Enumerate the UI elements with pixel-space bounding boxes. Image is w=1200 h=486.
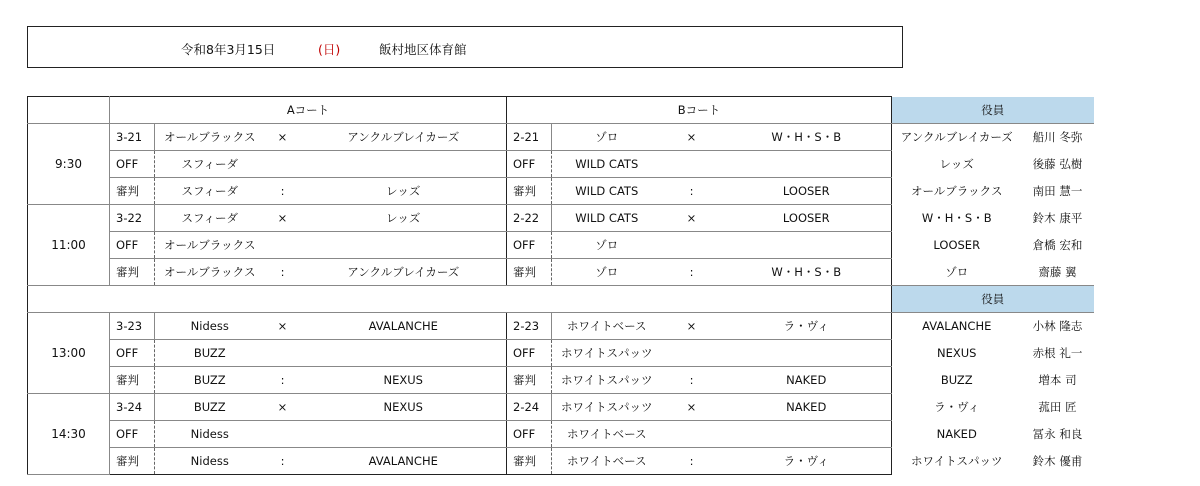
official-team: NEXUS — [937, 346, 977, 360]
court-b-code: 2-21 — [507, 124, 552, 151]
event-header — [27, 26, 903, 68]
court-b-team-left: ゾロ — [552, 232, 662, 259]
official-team: アンクルブレイカーズ — [900, 130, 1013, 145]
official-team: AVALANCHE — [922, 319, 992, 334]
court-b-separator — [662, 232, 722, 259]
event-day: (日) — [318, 42, 341, 57]
court-b-separator — [662, 421, 722, 448]
court-b-team-right — [722, 421, 892, 448]
court-b-team-right — [722, 151, 892, 178]
court-a-code: 審判 — [110, 448, 155, 475]
official-team: オールブラックス — [911, 184, 1003, 198]
schedule-row-ref — [28, 367, 1094, 394]
court-b-team-left: ホワイトベース — [552, 313, 662, 340]
court-a-separator — [265, 340, 301, 367]
time-slot: 11:00 — [28, 205, 110, 286]
official-team: BUZZ — [940, 373, 973, 387]
official-person: 齋藤 翼 — [1038, 264, 1077, 279]
court-a-separator — [265, 232, 301, 259]
court-a-team-left: オールブラックス — [155, 232, 265, 259]
court-a-team-left: BUZZ — [155, 367, 265, 394]
court-b-team-left: ホワイトスパッツ — [552, 367, 662, 394]
court-b-team-right — [722, 232, 892, 259]
event-date: 令和8年3月15日 — [181, 42, 276, 57]
court-a-code: OFF — [110, 151, 155, 178]
schedule-row-off — [28, 340, 1094, 367]
time-slot: 9:30 — [28, 124, 110, 205]
court-b-code: OFF — [507, 340, 552, 367]
court-b-separator: : — [662, 259, 722, 286]
time-slot: 14:30 — [28, 394, 110, 475]
court-a-separator: : — [265, 178, 301, 205]
official-team: ラ・ヴィ — [934, 400, 980, 414]
official-team: ホワイトスパッツ — [910, 454, 1003, 468]
official-person: 小林 隆志 — [1032, 319, 1083, 334]
court-b-team-right: LOOSER — [722, 205, 892, 232]
court-b-separator: : — [662, 178, 722, 205]
schedule-row-game — [28, 205, 1094, 232]
court-b-header: Bコート — [507, 97, 892, 124]
court-b-team-right: W・H・S・B — [722, 259, 892, 286]
official-person: 倉橋 宏和 — [1032, 238, 1083, 252]
court-a-team-right: NEXUS — [301, 394, 507, 421]
court-b-code: OFF — [507, 421, 552, 448]
court-b-team-right: NAKED — [722, 367, 892, 394]
court-a-team-right: レッズ — [301, 178, 507, 205]
schedule-row-game — [28, 394, 1094, 421]
court-b-code: 2-23 — [507, 313, 552, 340]
official-person: 南田 慧一 — [1032, 184, 1083, 198]
court-a-team-left: Nidess — [155, 448, 265, 475]
schedule-row-ref — [28, 178, 1094, 205]
court-b-separator: × — [662, 394, 722, 421]
court-a-code: 3-23 — [110, 313, 155, 340]
court-a-separator: × — [265, 205, 301, 232]
official-person: 鈴木 優甫 — [1032, 454, 1083, 468]
court-b-team-left: ホワイトベース — [552, 421, 662, 448]
court-a-team-right: AVALANCHE — [301, 448, 507, 475]
official-person: 赤根 礼一 — [1032, 346, 1083, 360]
schedule-table — [27, 96, 1094, 475]
court-b-separator: : — [662, 367, 722, 394]
schedule-row-game — [28, 313, 1094, 340]
court-b-team-left: ゾロ — [552, 259, 662, 286]
court-b-code: 審判 — [507, 448, 552, 475]
court-a-separator: : — [265, 448, 301, 475]
court-a-team-right — [301, 151, 507, 178]
court-b-separator: × — [662, 124, 722, 151]
court-b-team-left: ホワイトスパッツ — [552, 394, 662, 421]
court-a-team-left: BUZZ — [155, 394, 265, 421]
court-a-separator: × — [265, 313, 301, 340]
court-a-team-right: AVALANCHE — [301, 313, 507, 340]
court-a-team-left: スフィーダ — [155, 151, 265, 178]
official-person: 増本 司 — [1038, 373, 1077, 387]
court-a-team-right: レッズ — [301, 205, 507, 232]
court-a-team-right: アンクルブレイカーズ — [301, 124, 507, 151]
official-team: LOOSER — [933, 238, 981, 252]
court-a-team-left: Nidess — [155, 421, 265, 448]
court-a-separator: × — [265, 394, 301, 421]
court-a-separator: × — [265, 124, 301, 151]
official-team: W・H・S・B — [921, 211, 992, 225]
schedule-row-off — [28, 151, 1094, 178]
court-a-code: 審判 — [110, 178, 155, 205]
court-b-team-left: WILD CATS — [552, 178, 662, 205]
court-a-code: 3-22 — [110, 205, 155, 232]
court-a-team-left: オールブラックス — [155, 124, 265, 151]
court-a-code: 3-21 — [110, 124, 155, 151]
time-slot: 13:00 — [28, 313, 110, 394]
column-header-row — [28, 97, 1094, 124]
court-b-team-right: W・H・S・B — [722, 124, 892, 151]
court-a-team-right: NEXUS — [301, 367, 507, 394]
officials-header: 役員 — [892, 97, 1094, 124]
break-row — [28, 286, 1094, 313]
court-a-team-left: スフィーダ — [155, 205, 265, 232]
court-b-separator: × — [662, 205, 722, 232]
court-a-header: Aコート — [110, 97, 507, 124]
court-b-code: 審判 — [507, 259, 552, 286]
court-b-code: 審判 — [507, 178, 552, 205]
court-b-separator — [662, 151, 722, 178]
court-b-team-left: ホワイトスパッツ — [552, 340, 662, 367]
schedule-row-ref — [28, 259, 1094, 286]
court-a-team-left: BUZZ — [155, 340, 265, 367]
court-b-team-left: ゾロ — [552, 124, 662, 151]
court-a-code: 審判 — [110, 367, 155, 394]
court-a-team-left: オールブラックス — [155, 259, 265, 286]
court-b-team-right — [722, 340, 892, 367]
court-a-team-left: Nidess — [155, 313, 265, 340]
court-b-separator — [662, 340, 722, 367]
court-b-team-left: WILD CATS — [552, 205, 662, 232]
court-a-separator — [265, 421, 301, 448]
court-a-code: OFF — [110, 421, 155, 448]
event-venue: 飯村地区体育館 — [379, 42, 467, 57]
court-b-team-left: WILD CATS — [552, 151, 662, 178]
officials-header: 役員 — [892, 286, 1094, 313]
court-b-team-right: ラ・ヴィ — [722, 313, 892, 340]
schedule-row-game — [28, 124, 1094, 151]
court-a-team-right — [301, 340, 507, 367]
schedule-row-ref — [28, 448, 1094, 475]
court-a-team-right — [301, 232, 507, 259]
court-b-team-right: ラ・ヴィ — [722, 448, 892, 475]
court-a-separator: : — [265, 259, 301, 286]
official-person: 船川 冬弥 — [1032, 130, 1083, 145]
court-a-separator: : — [265, 367, 301, 394]
court-a-code: OFF — [110, 232, 155, 259]
official-person: 鈴木 康平 — [1032, 211, 1083, 225]
court-a-team-right — [301, 421, 507, 448]
court-b-team-right: LOOSER — [722, 178, 892, 205]
court-b-separator: × — [662, 313, 722, 340]
schedule-row-off — [28, 421, 1094, 448]
court-b-team-left: ホワイトベース — [552, 448, 662, 475]
court-a-separator — [265, 151, 301, 178]
official-person: 菰田 匠 — [1038, 400, 1077, 414]
court-b-code: OFF — [507, 151, 552, 178]
court-b-code: 審判 — [507, 367, 552, 394]
official-team: レッズ — [939, 157, 974, 171]
official-person: 冨永 和良 — [1032, 427, 1083, 441]
break-cell — [28, 286, 892, 313]
court-b-code: 2-22 — [507, 205, 552, 232]
court-a-code: 審判 — [110, 259, 155, 286]
court-a-code: 3-24 — [110, 394, 155, 421]
official-team: NAKED — [936, 427, 977, 441]
court-a-team-right: アンクルブレイカーズ — [301, 259, 507, 286]
court-b-team-right: NAKED — [722, 394, 892, 421]
official-person: 後藤 弘樹 — [1032, 157, 1083, 171]
court-b-code: 2-24 — [507, 394, 552, 421]
court-a-team-left: スフィーダ — [155, 178, 265, 205]
court-b-separator: : — [662, 448, 722, 475]
official-team: ゾロ — [945, 264, 969, 279]
time-header — [28, 97, 110, 124]
court-b-code: OFF — [507, 232, 552, 259]
schedule-row-off — [28, 232, 1094, 259]
court-a-code: OFF — [110, 340, 155, 367]
